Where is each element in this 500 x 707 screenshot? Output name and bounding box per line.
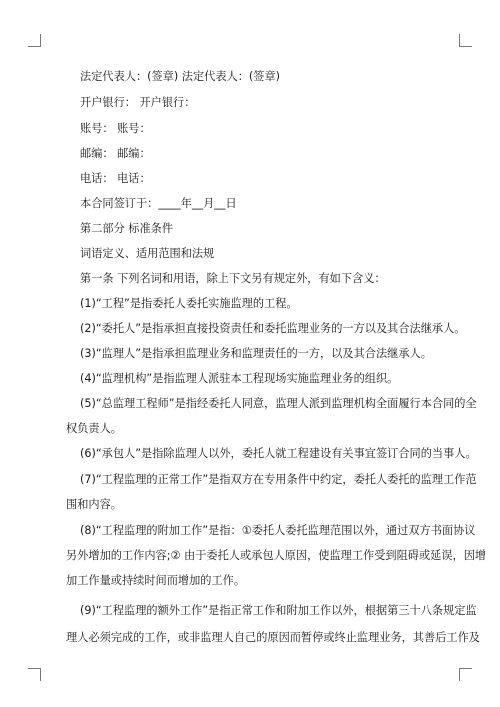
definition-3: (3)“监理人”是指承担监理业务和监理责任的一方，以及其合法继承人。 (80, 347, 432, 360)
definition-1: (1)“工程”是指委托人委托实施监理的工程。 (80, 297, 298, 310)
legal-representative-line: 法定代表人：(签章) 法定代表人：(签章) (80, 70, 281, 83)
article-1-intro: 第一条 下列名词和用语，除上下文另有规定外，有如下含义： (80, 272, 386, 285)
crop-mark-top-right (459, 34, 472, 47)
bank-line: 开户银行： 开户银行： (80, 96, 196, 109)
definition-5: (5)“总监理工程师”是指经委托人同意，监理人派到监理机构全面履行本合同的全 (80, 397, 477, 410)
subsection-heading: 词语定义、适用范围和法规 (80, 247, 215, 260)
account-line: 账号： 账号： (80, 122, 151, 135)
section-heading: 第二部分 标准条件 (80, 222, 174, 235)
crop-mark-top-left (28, 34, 41, 47)
definition-8-continued: 另外增加的工作内容;② 由于委托人或承包人原因，使监理工作受到阻碍或延误，因增 (66, 549, 487, 562)
definition-7: (7)“工程监理的正常工作”是指双方在专用条件中约定，委托人委托的监理工作范 (80, 473, 477, 486)
definition-9: (9)“工程监理的额外工作”是指正常工作和附加工作以外，根据第三十八条规定监 (80, 604, 477, 617)
signing-date-line: 本合同签订于：____年__月__日 (80, 197, 237, 210)
definition-5-continued: 权负责人。 (66, 422, 122, 435)
definition-8: (8)“工程监理的附加工作”是指：①委托人委托监理范围以外，通过双方书面协议 (80, 524, 476, 537)
definition-4: (4)“监理机构”是指监理人派驻本工程现场实施监理业务的组织。 (80, 372, 399, 385)
phone-line: 电话： 电话： (80, 172, 151, 185)
postcode-line: 邮编： 邮编： (80, 147, 151, 160)
definition-7-continued: 围和内容。 (66, 498, 122, 511)
crop-mark-bottom-right (459, 668, 472, 681)
definition-6: (6)“承包人”是指除监理人以外，委托人就工程建设有关事宜签订合同的当事人。 (80, 447, 477, 460)
definition-8-continued-2: 加工作量或持续时间而增加的工作。 (66, 574, 246, 587)
crop-mark-bottom-left (28, 668, 41, 681)
definition-9-continued: 理人必须完成的工作，或非监理人自己的原因而暂停或终止监理业务，其善后工作及 (66, 631, 480, 644)
definition-2: (2)“委托人”是指承担直接投资责任和委托监理业务的一方以及其合法继承人。 (80, 322, 466, 335)
